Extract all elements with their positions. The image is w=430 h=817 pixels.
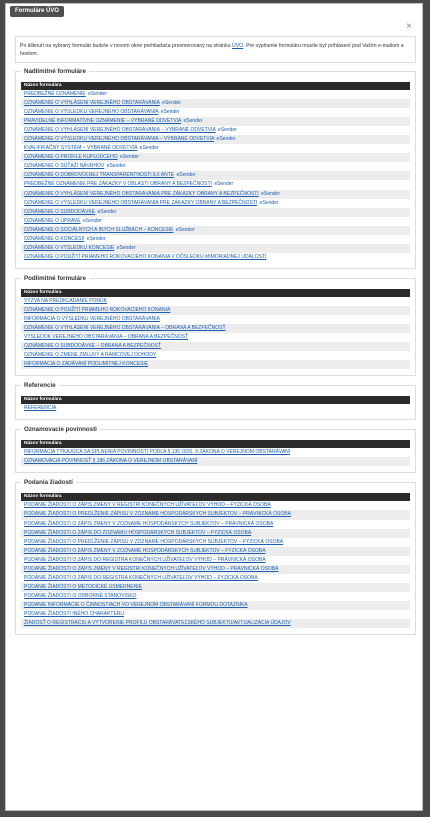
form-link[interactable]: OZNÁMENIE O KONCESII	[24, 235, 85, 242]
esender-tag: eSender	[175, 226, 195, 233]
table-row	[21, 297, 410, 306]
form-link[interactable]: PODANIE ŽIADOSTI O ZÁPIS ZMENY V REGISTRI KONEČNÝCH UŽÍVATEĽOV VÝHOD – FYZICKÁ OSOBA	[24, 502, 271, 509]
form-link[interactable]: OZNÁMENIE O SUBDODÁVKE	[24, 208, 96, 215]
section-title: Podania žiadostí	[24, 479, 73, 487]
table-row	[21, 162, 410, 171]
esender-tag: eSender	[86, 235, 106, 242]
table-row	[21, 226, 410, 235]
form-link[interactable]: OZNÁMENIE O ZMENE ZMLUVY A RÁMCOVEJ DOHODY	[24, 352, 157, 359]
form-link[interactable]: OZNÁMENIE O VYHLÁSENÍ VEREJNÉHO OBSTARÁVANIA PRE ZÁKAZKY OBRANY A BEZPEČNOSTI	[24, 190, 259, 197]
form-link[interactable]: PREDBEŽNÉ OZNÁMENIE	[24, 91, 86, 97]
esender-tag: eSender	[183, 118, 203, 125]
table-row	[21, 208, 410, 217]
close-icon[interactable]: ×	[406, 21, 412, 32]
form-link[interactable]: INFORMÁCIA O ZADÁVANÍ PODLIMITNEJ KONCESIE	[24, 361, 149, 368]
esender-tag: eSender	[160, 109, 180, 116]
form-link[interactable]: PODANIE ŽIADOSTI O ZÁPIS DO REGISTRA KONEČNÝCH UŽÍVATEĽOV VÝHOD – PRÁVNICKÁ OSOBA	[24, 556, 266, 563]
section-title: Oznamovacie povinnosti	[24, 426, 97, 434]
table-row	[21, 592, 410, 601]
form-link[interactable]: INFORMÁCIA O VÝSLEDKU VEREJNÉHO OBSTARÁVANIA	[24, 315, 160, 322]
form-section	[15, 382, 416, 420]
form-link[interactable]: OZNÁMENIE O POUŽITÍ PRIAMEHO ROKOVACIEHO KONANIA V DÔSLEDKU MIMORIADNEJ UDALOSTI	[24, 253, 267, 260]
table-row	[21, 126, 410, 135]
form-link[interactable]: OZNÁMENIE O SÚŤAŽI NÁVRHOV	[24, 163, 105, 170]
table-row	[21, 351, 410, 360]
form-link[interactable]: PODANIE ŽIADOSTI O ZÁPIS DO REGISTRA KONEČNÝCH UŽÍVATEĽOV VÝHOD – FYZICKÁ OSOBA	[24, 574, 258, 581]
form-link[interactable]: INFORMÁCIA TÝKAJÚCA SA SPLNENIA POVINNOSTI PODĽA § 136 ODS. 9 ZÁKONA O VEREJNOM OBSTARÁVANÍ	[24, 449, 291, 456]
table-row	[21, 360, 410, 369]
table-row	[21, 253, 410, 262]
table-row	[21, 556, 410, 565]
esender-tag: eSender	[214, 181, 234, 188]
esender-tag: eSender	[217, 127, 237, 134]
form-section	[15, 426, 416, 473]
form-link[interactable]: OZNAMOVACIA POVINNOSŤ § 186 ZÁKONA O VEREJNOM OBSTARÁVANÍ	[24, 458, 198, 465]
table-row	[21, 565, 410, 574]
section-title: Podlimitné formuláre	[24, 274, 86, 282]
table-header: Názov formulára	[21, 82, 410, 90]
uvo-link[interactable]: ÚVO	[231, 43, 244, 49]
esender-tag: eSender	[162, 100, 181, 107]
form-link[interactable]: PODANIE INFORMÁCIE O ČINNOSTIACH VO VEREJNOM OBSTARÁVANÍ FORMOU DOTAZNÍKA	[24, 601, 248, 608]
table-body	[21, 404, 410, 413]
table-row	[21, 520, 410, 529]
table-header: Názov formulára	[21, 396, 410, 404]
table-row	[21, 144, 410, 153]
intro-text	[15, 36, 416, 63]
form-link[interactable]: ŽIADOSŤ O REGISTRÁCIU A VYTVORENIE PROFILU OBSTARÁVATEĽSKÉHO SUBJEKTU/AKTUALIZÁCIA ÚDAJOV	[24, 620, 291, 627]
table-row	[21, 190, 410, 199]
form-link[interactable]: REFERENCIA	[24, 405, 57, 412]
esender-tag: eSender	[97, 208, 117, 215]
form-link[interactable]: OZNÁMENIE O VYHLÁSENÍ VEREJNÉHO OBSTARÁVANIA	[24, 100, 160, 107]
dialog-title: Formuláre ÚVO	[10, 6, 64, 17]
table-row	[21, 108, 410, 117]
table-row	[21, 510, 410, 519]
form-link[interactable]: PODANIE ŽIADOSTI O PREDĹŽENIE ZÁPISU V ZOZNAME HOSPODÁRSKYCH SUBJEKTOV – PRÁVNICKÁ OSOBA	[24, 511, 291, 518]
dialog-body[interactable]	[15, 36, 416, 804]
section-title: Referencie	[24, 382, 56, 390]
table-row	[21, 601, 410, 610]
esender-tag: eSender	[88, 91, 107, 97]
form-link[interactable]: OZNÁMENIE O VYHLÁSENÍ VEREJNÉHO OBSTARÁVANIA – VYBRANÉ ODVETVIA	[24, 127, 216, 134]
table-row	[21, 99, 410, 108]
table-row	[21, 529, 410, 538]
table-row	[21, 457, 410, 466]
table-row	[21, 244, 410, 253]
form-link[interactable]: OZNÁMENIE O PROFILE KUPUJÚCEHO	[24, 154, 118, 161]
esender-tag: eSender	[259, 199, 279, 206]
form-link[interactable]: VÝSLEDOK VEREJNÉHO OBSTARÁVANIA – OBRANA A BEZPEČNOSŤ	[24, 334, 189, 341]
form-link[interactable]: PODANIE ŽIADOSTI O METODICKÉ USMERNENIE	[24, 583, 142, 590]
table-row	[21, 619, 410, 628]
esender-tag: eSender	[82, 217, 102, 224]
esender-tag: eSender	[120, 154, 139, 161]
table-row	[21, 538, 410, 547]
form-section	[15, 275, 416, 376]
form-link[interactable]: OZNÁMENIE O POUŽITÍ PRIAMEHO ROKOVACIEHO KONANIA	[24, 306, 171, 313]
form-link[interactable]: VÝZVA NA PREDKLADANIE PONÚK	[24, 297, 107, 304]
table-row	[21, 574, 410, 583]
table-row	[21, 547, 410, 556]
form-link[interactable]: OZNÁMENIE O VÝSLEDKU KONCESIE	[24, 244, 115, 251]
table-row	[21, 404, 410, 413]
form-link[interactable]: OZNÁMENIE O SOCIÁLNYCH A INÝCH SLUŽBÁCH – KONCESIE	[24, 226, 174, 233]
form-sections	[15, 68, 416, 635]
table-row	[21, 153, 410, 162]
table-row	[21, 217, 410, 226]
table-row	[21, 324, 410, 333]
form-link[interactable]: OZNÁMENIE O VÝSLEDKU VEREJNÉHO OBSTARÁVANIA	[24, 109, 159, 116]
table-header: Názov formulára	[21, 493, 410, 501]
form-link[interactable]: PODANIE ŽIADOSTI O ZÁPIS ZMENY V ZOZNAME HOSPODÁRSKYCH SUBJEKTOV – PRÁVNICKÁ OSOBA	[24, 520, 274, 527]
form-link[interactable]: KVALIFIKAČNÝ SYSTÉM – VYBRANÉ ODVETVIA	[24, 145, 138, 152]
form-link[interactable]: PODANIE ŽIADOSTI O ZÁPIS DO ZOZNAMU HOSPODÁRSKYCH SUBJEKTOV – FYZICKÁ OSOBA	[24, 529, 252, 536]
esender-tag: eSender	[139, 145, 159, 152]
form-link[interactable]: PREDBEŽNÉ OZNÁMENIE PRE ZÁKAZKY V OBLASTI OBRANY A BEZPEČNOSTI	[24, 181, 212, 188]
esender-tag: eSender	[116, 244, 136, 251]
forms-dialog	[5, 3, 423, 811]
form-link[interactable]: OZNÁMENIE O DOBROVOĽNEJ TRANSPARENTNOSTI EX ANTE	[24, 172, 175, 179]
table-body	[21, 448, 410, 466]
table-body	[21, 297, 410, 369]
table-row	[21, 171, 410, 180]
esender-tag: eSender	[106, 163, 126, 170]
form-section	[15, 68, 416, 269]
table-row	[21, 342, 410, 351]
esender-tag: eSender	[261, 190, 280, 197]
table-row	[21, 448, 410, 457]
table-row	[21, 501, 410, 510]
table-row	[21, 306, 410, 315]
table-row	[21, 583, 410, 592]
table-row	[21, 333, 410, 342]
table-row	[21, 135, 410, 144]
table-row	[21, 90, 410, 99]
form-section	[15, 479, 416, 635]
form-link[interactable]: OZNÁMENIE O VÝSLEDKU VEREJNÉHO OBSTARÁVANIA PRE ZÁKAZKY OBRANY A BEZPEČNOSTI	[24, 199, 258, 206]
intro-text-before: Po kliknutí na vybraný formulár budete v novom okne prehliadača presmerovaný na stránku	[20, 43, 231, 49]
form-link[interactable]: PODANIE ŽIADOSTI O PREDĹŽENIE ZÁPISU V ZOZNAME HOSPODÁRSKYCH SUBJEKTOV – FYZICKÁ OSOBA	[24, 538, 284, 545]
form-link[interactable]: PODANIE ŽIADOSTI O ZÁPIS ZMENY V REGISTRI KONEČNÝCH UŽÍVATEĽOV VÝHOD – PRÁVNICKÁ OSOBA	[24, 565, 279, 572]
table-row	[21, 610, 410, 619]
esender-tag: eSender	[176, 172, 196, 179]
table-header: Názov formulára	[21, 289, 410, 297]
form-link[interactable]: OZNÁMENIE O SUBDODÁVKE – OBRANA A BEZPEČNOSŤ	[24, 343, 161, 350]
form-link[interactable]: OZNÁMENIE O VYHLÁSENÍ VEREJNÉHO OBSTARÁVANIA – OBRANA A BEZPEČNOSŤ	[24, 325, 226, 332]
table-row	[21, 315, 410, 324]
form-link[interactable]: OZNÁMENIE O ÚPRAVE	[24, 217, 81, 224]
table-row	[21, 199, 410, 208]
section-title: Nadlimitné formuláre	[24, 68, 86, 75]
table-row	[21, 117, 410, 126]
form-link[interactable]: OZNÁMENIE O VÝSLEDKU VEREJNÉHO OBSTARÁVANIA – VYBRANÉ ODVETVIA	[24, 136, 215, 143]
table-row	[21, 180, 410, 189]
form-link[interactable]: PRAVIDELNÉ INFORMATÍVNE OZNÁMENIE – VYBRANÉ ODVETVIA	[24, 118, 182, 125]
table-body	[21, 90, 410, 262]
form-link[interactable]: PODANIE ŽIADOSTI O ZÁPIS ZMENY V ZOZNAME HOSPODÁRSKYCH SUBJEKTOV – FYZICKÁ OSOBA	[24, 547, 266, 554]
table-body	[21, 501, 410, 628]
table-header: Názov formulára	[21, 440, 410, 448]
form-link[interactable]: PODANIE ŽIADOSTI O ODBORNÉ STANOVISKO	[24, 592, 137, 599]
intro-text-after: . Pre vyplnenie formuláru musíte byť prihlásení pod Vaším e-mailom a heslom.	[20, 43, 404, 57]
table-row	[21, 235, 410, 244]
form-link[interactable]: PODANIE ŽIADOSTI INÉHO CHARAKTERU	[24, 610, 125, 617]
esender-tag: eSender	[216, 136, 236, 143]
